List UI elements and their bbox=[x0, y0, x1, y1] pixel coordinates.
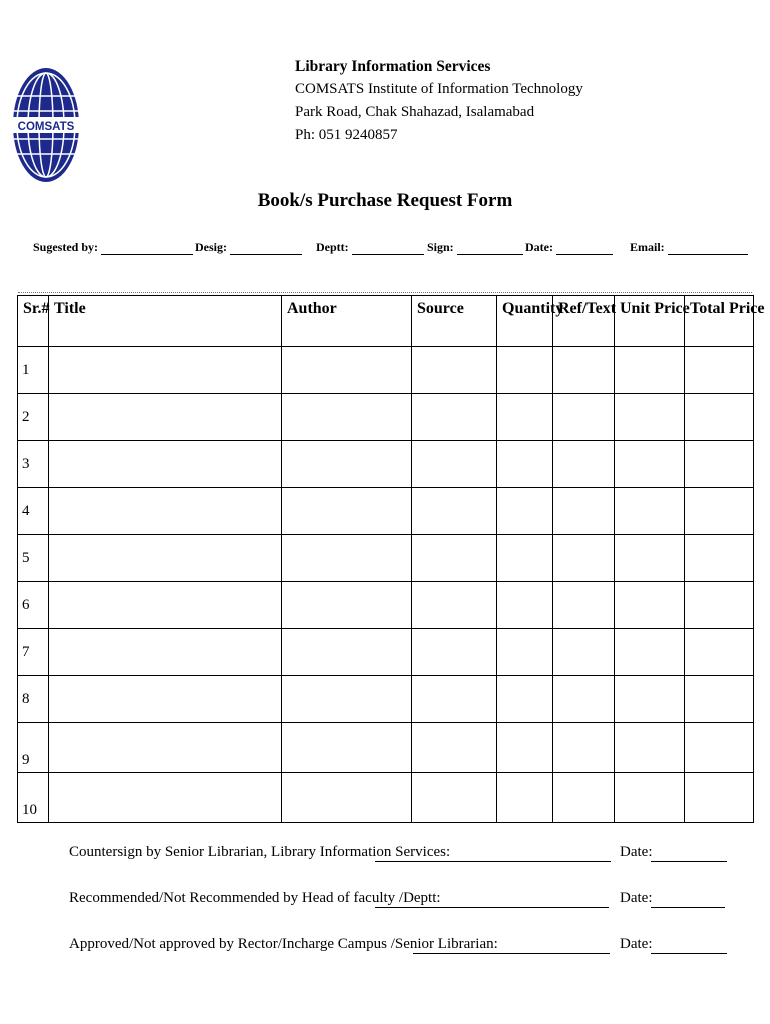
table-cell[interactable] bbox=[49, 582, 282, 629]
col-unit-price: Unit Price bbox=[615, 296, 685, 347]
email-field[interactable] bbox=[630, 240, 748, 255]
table-cell[interactable] bbox=[497, 394, 553, 441]
recommended-line[interactable] bbox=[69, 890, 653, 907]
desig-label: Desig: bbox=[195, 240, 227, 254]
desig-field[interactable] bbox=[195, 240, 302, 255]
table-row bbox=[18, 347, 754, 394]
table-row bbox=[18, 676, 754, 723]
table-cell[interactable] bbox=[615, 629, 685, 676]
deptt-line[interactable] bbox=[352, 242, 424, 255]
col-author: Author bbox=[282, 296, 412, 347]
recommended-signature-line[interactable] bbox=[375, 907, 609, 908]
table-cell[interactable] bbox=[412, 582, 497, 629]
row-number: 8 bbox=[18, 676, 49, 723]
globe-logo-icon bbox=[12, 66, 80, 184]
row-number: 6 bbox=[18, 582, 49, 629]
table-cell[interactable] bbox=[49, 441, 282, 488]
table-cell[interactable] bbox=[685, 347, 754, 394]
table-cell[interactable] bbox=[615, 582, 685, 629]
table-cell[interactable] bbox=[553, 676, 615, 723]
table-cell[interactable] bbox=[615, 535, 685, 582]
recommended-date-label: Date: bbox=[620, 890, 653, 906]
col-total-price: Total Price bbox=[685, 296, 754, 347]
table-row bbox=[18, 394, 754, 441]
table-cell[interactable] bbox=[282, 582, 412, 629]
approved-date-line[interactable] bbox=[651, 953, 727, 954]
table-cell[interactable] bbox=[49, 488, 282, 535]
address: Park Road, Chak Shahazad, Isalamabad bbox=[295, 104, 535, 120]
col-ref-text: Ref/Text bbox=[553, 296, 615, 347]
countersign-date-line[interactable] bbox=[651, 861, 727, 862]
row-number: 9 bbox=[18, 723, 49, 773]
table-cell[interactable] bbox=[282, 347, 412, 394]
table-cell[interactable] bbox=[497, 723, 553, 773]
table-cell[interactable] bbox=[497, 347, 553, 394]
countersign-label: Countersign by Senior Librarian, Library Information Services: bbox=[69, 844, 451, 860]
table-cell[interactable] bbox=[282, 676, 412, 723]
deptt-label: Deptt: bbox=[316, 240, 349, 254]
table-row bbox=[18, 441, 754, 488]
table-cell[interactable] bbox=[553, 773, 615, 823]
email-label: Email: bbox=[630, 240, 665, 254]
col-title: Title bbox=[49, 296, 282, 347]
approved-signature-line[interactable] bbox=[413, 953, 610, 954]
table-cell[interactable] bbox=[49, 347, 282, 394]
table-cell[interactable] bbox=[615, 773, 685, 823]
suggested-by-line[interactable] bbox=[101, 242, 193, 255]
table-cell[interactable] bbox=[497, 676, 553, 723]
row-number: 4 bbox=[18, 488, 49, 535]
table-cell[interactable] bbox=[497, 535, 553, 582]
table-cell[interactable] bbox=[412, 441, 497, 488]
comsats-logo bbox=[12, 66, 80, 184]
col-quantity: Quantity bbox=[497, 296, 553, 347]
table-cell[interactable] bbox=[553, 723, 615, 773]
table-cell[interactable] bbox=[685, 582, 754, 629]
table-cell[interactable] bbox=[685, 488, 754, 535]
table-cell[interactable] bbox=[282, 394, 412, 441]
date-line[interactable] bbox=[556, 242, 613, 255]
sign-field[interactable] bbox=[427, 240, 523, 255]
countersign-date-label: Date: bbox=[620, 844, 653, 860]
table-cell[interactable] bbox=[615, 441, 685, 488]
org-name: Library Information Services bbox=[295, 58, 491, 75]
row-number: 7 bbox=[18, 629, 49, 676]
sign-line[interactable] bbox=[457, 242, 523, 255]
purchase-items-table bbox=[17, 295, 765, 823]
institute-name: COMSATS Institute of Information Technology bbox=[295, 81, 583, 97]
table-cell[interactable] bbox=[49, 723, 282, 773]
table-cell[interactable] bbox=[615, 488, 685, 535]
table-cell[interactable] bbox=[49, 535, 282, 582]
deptt-field[interactable] bbox=[316, 240, 424, 255]
table-cell[interactable] bbox=[412, 773, 497, 823]
table-cell[interactable] bbox=[685, 394, 754, 441]
table-cell[interactable] bbox=[412, 723, 497, 773]
table-cell[interactable] bbox=[412, 535, 497, 582]
table-cell[interactable] bbox=[553, 582, 615, 629]
countersign-signature-line[interactable] bbox=[375, 861, 611, 862]
row-number: 1 bbox=[18, 347, 49, 394]
row-number: 5 bbox=[18, 535, 49, 582]
table-cell[interactable] bbox=[553, 394, 615, 441]
table-cell[interactable] bbox=[685, 773, 754, 823]
table-cell[interactable] bbox=[412, 629, 497, 676]
approved-line[interactable] bbox=[69, 936, 653, 953]
table-row bbox=[18, 582, 754, 629]
table-row bbox=[18, 535, 754, 582]
table-cell[interactable] bbox=[615, 723, 685, 773]
suggested-by-field[interactable] bbox=[33, 240, 193, 255]
table-cell[interactable] bbox=[497, 582, 553, 629]
table-cell[interactable] bbox=[49, 394, 282, 441]
logo-text: COMSATS bbox=[17, 121, 75, 133]
form-title: Book/s Purchase Request Form bbox=[257, 190, 513, 211]
table-cell[interactable] bbox=[282, 535, 412, 582]
table-cell[interactable] bbox=[615, 394, 685, 441]
approved-label: Approved/Not approved by Rector/Incharge Campus /Senior Librarian: bbox=[69, 936, 498, 952]
col-sr: Sr.# bbox=[18, 296, 49, 347]
table-cell[interactable] bbox=[553, 488, 615, 535]
table-row bbox=[18, 629, 754, 676]
table-cell[interactable] bbox=[553, 629, 615, 676]
row-number: 2 bbox=[18, 394, 49, 441]
table-cell[interactable] bbox=[497, 441, 553, 488]
table-cell[interactable] bbox=[685, 723, 754, 773]
table-cell[interactable] bbox=[685, 441, 754, 488]
table-cell[interactable] bbox=[497, 629, 553, 676]
table-row bbox=[18, 723, 754, 773]
table-cell[interactable] bbox=[553, 347, 615, 394]
table-cell[interactable] bbox=[615, 676, 685, 723]
table-cell[interactable] bbox=[497, 488, 553, 535]
table-cell[interactable] bbox=[412, 394, 497, 441]
table-cell[interactable] bbox=[412, 488, 497, 535]
approved-date-label: Date: bbox=[620, 936, 653, 952]
table-cell[interactable] bbox=[49, 676, 282, 723]
table-cell[interactable] bbox=[553, 441, 615, 488]
table-row bbox=[18, 488, 754, 535]
desig-line[interactable] bbox=[230, 242, 302, 255]
table-cell[interactable] bbox=[282, 773, 412, 823]
suggested-by-label: Sugested by: bbox=[33, 240, 99, 254]
row-number: 3 bbox=[18, 441, 49, 488]
sign-label: Sign: bbox=[427, 240, 454, 254]
phone: Ph: 051 9240857 bbox=[295, 127, 398, 143]
table-cell[interactable] bbox=[49, 629, 282, 676]
table-cell[interactable] bbox=[412, 676, 497, 723]
date-field[interactable] bbox=[525, 240, 613, 255]
divider bbox=[18, 292, 752, 293]
email-line[interactable] bbox=[668, 242, 748, 255]
table-cell[interactable] bbox=[282, 441, 412, 488]
table-cell[interactable] bbox=[282, 488, 412, 535]
date-label: Date: bbox=[525, 240, 553, 254]
table-cell[interactable] bbox=[49, 773, 282, 823]
table-cell[interactable] bbox=[685, 676, 754, 723]
table-cell[interactable] bbox=[553, 535, 615, 582]
letterhead bbox=[295, 55, 583, 147]
row-number: 10 bbox=[18, 773, 49, 823]
table-cell[interactable] bbox=[412, 347, 497, 394]
table-cell[interactable] bbox=[685, 629, 754, 676]
table-cell[interactable] bbox=[282, 629, 412, 676]
recommended-date-line[interactable] bbox=[651, 907, 725, 908]
table-cell[interactable] bbox=[282, 723, 412, 773]
table-cell[interactable] bbox=[497, 773, 553, 823]
table-row bbox=[18, 773, 754, 823]
table-cell[interactable] bbox=[615, 347, 685, 394]
col-source: Source bbox=[412, 296, 497, 347]
recommended-label: Recommended/Not Recommended by Head of faculty /Deptt: bbox=[69, 890, 441, 906]
table-cell[interactable] bbox=[685, 535, 754, 582]
countersign-line[interactable] bbox=[69, 844, 653, 861]
table-header-row bbox=[18, 296, 754, 347]
